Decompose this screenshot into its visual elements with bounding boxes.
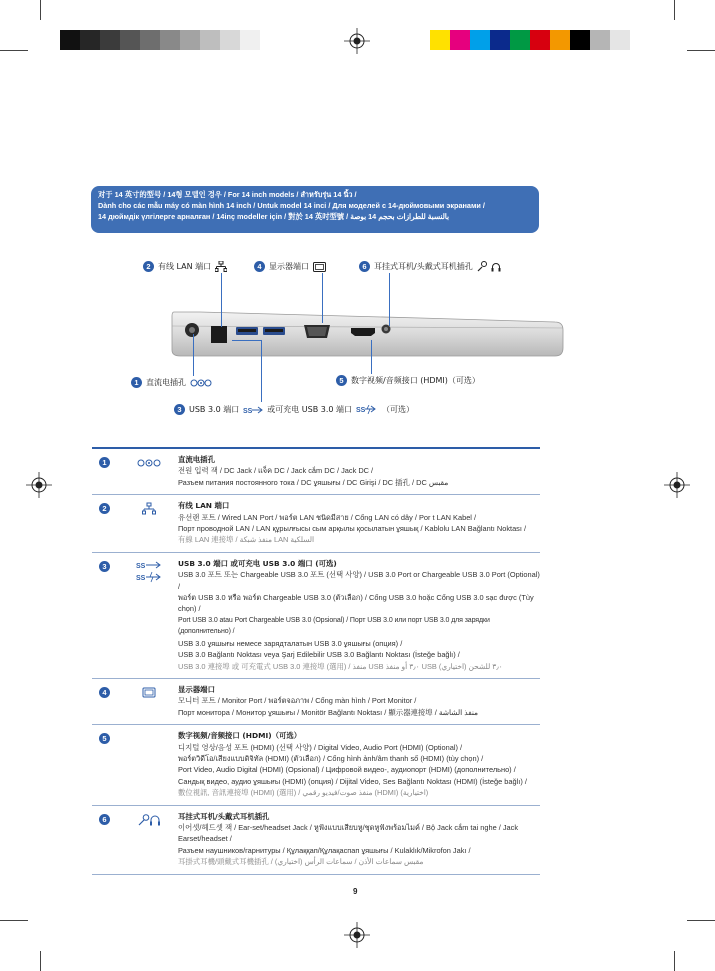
callout-monitor-port: [254, 261, 326, 272]
svg-text:SS: SS: [243, 407, 253, 414]
leader-line: [193, 334, 194, 376]
banner-line: 对于 14 英寸的型号 / 14형 모델인 경우 / For 14 inch models / สำหรับรุ่น 14 นิ้ว /: [98, 190, 357, 199]
row-text: 耳掛式耳機/頭戴式耳機插孔 / مقبس سماعات الأذن / سماعات الرأس (اختياري): [178, 857, 424, 867]
banner-line: Dành cho các mẫu máy có màn hình 14 inch / Untuk model 14 inci / Для моделей с 14-дюймовыми экранами /: [98, 201, 485, 211]
monitor-icon: [136, 686, 162, 700]
trim-mark: [674, 951, 675, 971]
callout-number: 4: [254, 261, 265, 272]
row-text: USB 3.0 Bağlantı Noktası veya Şarj Edilebilir USB 3.0 Bağlantı Noktası (İsteğe bağlı) /: [178, 650, 460, 660]
lan-icon: [136, 502, 162, 516]
row-number: 6: [99, 814, 110, 825]
row-text: USB 3.0 포트 또는 Chargeable USB 3.0 포트 (선택 사양) / USB 3.0 Port or Chargeable USB 3.0 Port (Optional) /: [178, 570, 540, 591]
leader-line: [389, 273, 390, 326]
leader-line: [261, 340, 262, 402]
callout-number: 6: [359, 261, 370, 272]
color-swatch: [530, 30, 550, 50]
row-text: 디지털 영상/음성 포트 (HDMI) (선택 사양) / Digital Video, Audio Port (HDMI) (Optional) /: [178, 742, 463, 752]
headphone-icon: [136, 813, 162, 827]
row-text: USB 3.0 連接埠 或 可充電式 USB 3.0 連接埠 (選用) / منفذ USB ٣٫٠ أو منفذ USB ٣٫٠ للشحن (اختياري): [178, 661, 503, 671]
row-title: 数字视频/音频接口 (HDMI)（可选）: [178, 731, 302, 741]
row-text: 모니터 포트 / Monitor Port / พอร์ตจอภาพ / Cổng màn hình / Port Monitor /: [178, 696, 417, 706]
leader-line: [232, 340, 262, 341]
svg-text:SS: SS: [136, 574, 146, 582]
row-number: 2: [99, 503, 110, 514]
grayscale-color-bar: [60, 30, 260, 50]
leader-line: [322, 273, 323, 323]
row-text: 數位視訊, 音訊連接埠 (HDMI) (選用) / منفذ صوت/فيديو رقمي (HDMI) (اختيارية): [178, 788, 429, 798]
svg-text:SS: SS: [356, 407, 366, 414]
microphone-icon: [477, 261, 487, 272]
trim-mark: [687, 50, 715, 51]
usb-port-2: [263, 327, 285, 335]
color-swatch: [200, 30, 220, 50]
registration-mark-bottom: [344, 922, 370, 948]
table-row: [92, 494, 540, 552]
row-text: พอร์ตวิดีโอ/เสียงแบบดิจิทัล (HDMI) (ตัวเลือก) / Cổng hình ảnh/âm thanh số (HDMI) (tùy chọn) /: [178, 753, 484, 763]
row-number: 3: [99, 561, 110, 572]
color-swatch: [450, 30, 470, 50]
callout-number: 5: [336, 375, 347, 386]
registration-mark-left: [26, 472, 52, 498]
row-text: Port USB 3.0 atau Port Chargeable USB 3.0 (Opsional) / Порт USB 3.0 или порт USB 3.0 для зарядки (дополнительно) /: [178, 616, 490, 636]
color-swatch: [140, 30, 160, 50]
row-title: 显示器端口: [178, 684, 215, 694]
callout-text: 直流电插孔: [146, 378, 186, 387]
row-number: 4: [99, 687, 110, 698]
color-swatch: [240, 30, 260, 50]
monitor-port: [304, 325, 330, 338]
row-text: Сандық видео, аудио ұяшығы (HDMI) (опция) / Dijital Video, Ses Bağlantı Noktası (HDMI) (İsteğe bağlı) /: [178, 776, 527, 786]
trim-mark: [0, 920, 28, 921]
callout-text: 数字视频/音频接口 (HDMI)（可选）: [351, 376, 480, 385]
color-swatch: [60, 30, 80, 50]
row-number: 1: [99, 457, 110, 468]
table-row: [92, 678, 540, 724]
row-title: 直流电插孔: [178, 455, 215, 464]
leader-line: [371, 340, 372, 374]
callout-headphone-jack: [359, 261, 501, 272]
color-swatch: [220, 30, 240, 50]
color-swatch: [80, 30, 100, 50]
color-swatch: [490, 30, 510, 50]
usb-ss-icon: [136, 560, 162, 584]
color-swatch: [550, 30, 570, 50]
row-text: 유선랜 포트 / Wired LAN Port / พอร์ต LAN ชนิดมีสาย / Cổng LAN có dây / Por t LAN Kabel /: [178, 512, 477, 522]
usb-charge-icon: [356, 405, 378, 414]
hdmi-port: [351, 328, 375, 336]
trim-mark: [0, 50, 28, 51]
color-swatch: [470, 30, 490, 50]
trim-mark: [687, 920, 715, 921]
row-text: Port Video, Audio Digital (HDMI) (Opsional) / Цифровой видео-, аудиопорт (HDMI) (дополнительно) /: [178, 765, 516, 775]
row-text: Разъем наушников/гарнитуры / Құлаққап/Құлақаспап ұяшығы / Kulaklık/Mikrofon Jakı /: [178, 845, 471, 855]
banner-line: 14 дюймдік үлгілерге арналған / 14inç modeller için / 對於 14 英吋型號 / بالنسبة للطرازات بحجم 14 بوصة: [98, 212, 450, 222]
table-row: [92, 724, 540, 804]
laptop-side-view: [170, 308, 565, 358]
row-text: Порт монитора / Монитор ұяшығы / Monitör Bağlantı Noktası / 顯示器連接埠 / منفذ الشاشة: [178, 707, 479, 717]
color-swatch: [160, 30, 180, 50]
dc-power-icon: [136, 456, 162, 470]
color-swatch: [430, 30, 450, 50]
callout-text: 显示器端口: [269, 262, 309, 271]
row-text: 이어셋/헤드셋 잭 / Ear-set/headset Jack / หูฟังแบบเสียบหู/ชุดหูฟังพร้อมไมค์ / Bộ Jack cắm tai nghe / Jack Earset/headset /: [178, 822, 519, 844]
trim-mark: [674, 0, 675, 20]
color-swatch: [100, 30, 120, 50]
callout-text: （可选）: [382, 405, 415, 414]
row-text: Порт проводной LAN / LAN құрылғысы сым арқылы қосылатын ұяшық / Kablolu LAN Bağlantı Noktası /: [178, 524, 527, 534]
dc-jack-port: [185, 323, 199, 337]
callout-text: 耳挂式耳机/头戴式耳机插孔: [374, 262, 473, 271]
table-row: [92, 552, 540, 678]
callout-number: 3: [174, 404, 185, 415]
callout-text: 有线 LAN 端口: [158, 262, 212, 271]
trim-mark: [40, 951, 41, 971]
headphone-icon: [491, 262, 501, 272]
callout-number: 2: [143, 261, 154, 272]
callout-dc-jack: [131, 377, 212, 388]
color-swatch: [180, 30, 200, 50]
svg-text:SS: SS: [136, 562, 146, 570]
row-number: 5: [99, 733, 110, 744]
color-swatch: [590, 30, 610, 50]
callout-text: USB 3.0 端口: [189, 405, 240, 414]
callout-text: 或可充电 USB 3.0 端口: [267, 405, 353, 414]
color-swatch: [510, 30, 530, 50]
registration-mark-top: [344, 28, 370, 54]
monitor-icon: [313, 262, 326, 272]
table-row: [92, 447, 540, 494]
leader-line: [221, 273, 222, 327]
color-swatch: [120, 30, 140, 50]
trim-mark: [40, 0, 41, 20]
ports-table: [92, 447, 540, 875]
table-row: [92, 805, 540, 875]
dc-power-icon: [190, 379, 212, 387]
lan-port: [211, 326, 227, 343]
row-title: 耳挂式耳机/头戴式耳机插孔: [178, 811, 270, 821]
usb-port-1: [236, 327, 258, 335]
registration-mark-right: [664, 472, 690, 498]
row-text: Разъем питания постоянного тока / DC ұяшығы / DC Girişi / DC 插孔 / DC مقبس: [178, 477, 449, 487]
callout-lan-port: [143, 261, 227, 272]
color-swatch: [570, 30, 590, 50]
model-size-banner: [91, 186, 539, 233]
row-text: 有線 LAN 連接埠 / منفذ شبكة LAN السلكية: [178, 535, 315, 545]
row-title: 有线 LAN 端口: [178, 501, 230, 511]
page-number: 9: [353, 887, 358, 896]
callout-hdmi-port: [336, 375, 480, 386]
row-text: USB 3.0 ұяшығы немесе зарядталатын USB 3.0 ұяшығы (опция) /: [178, 638, 403, 648]
row-text: 전원 입력 잭 / DC Jack / แจ็ค DC / Jack cắm DC / Jack DC /: [178, 466, 374, 476]
process-color-bar: [430, 30, 630, 50]
row-title: USB 3.0 端口 或可充电 USB 3.0 端口 (可选): [178, 558, 337, 568]
callout-number: 1: [131, 377, 142, 388]
lan-icon: [215, 261, 227, 272]
usb-ss-icon: [243, 406, 263, 414]
row-text: พอร์ต USB 3.0 หรือ พอร์ต Chargeable USB 3.0 (ตัวเลือก) / Cổng USB 3.0 hoặc Cổng USB 3.0 sạc được (Tùy chọn) /: [178, 593, 534, 614]
callout-usb-port: [174, 404, 414, 415]
color-swatch: [610, 30, 630, 50]
